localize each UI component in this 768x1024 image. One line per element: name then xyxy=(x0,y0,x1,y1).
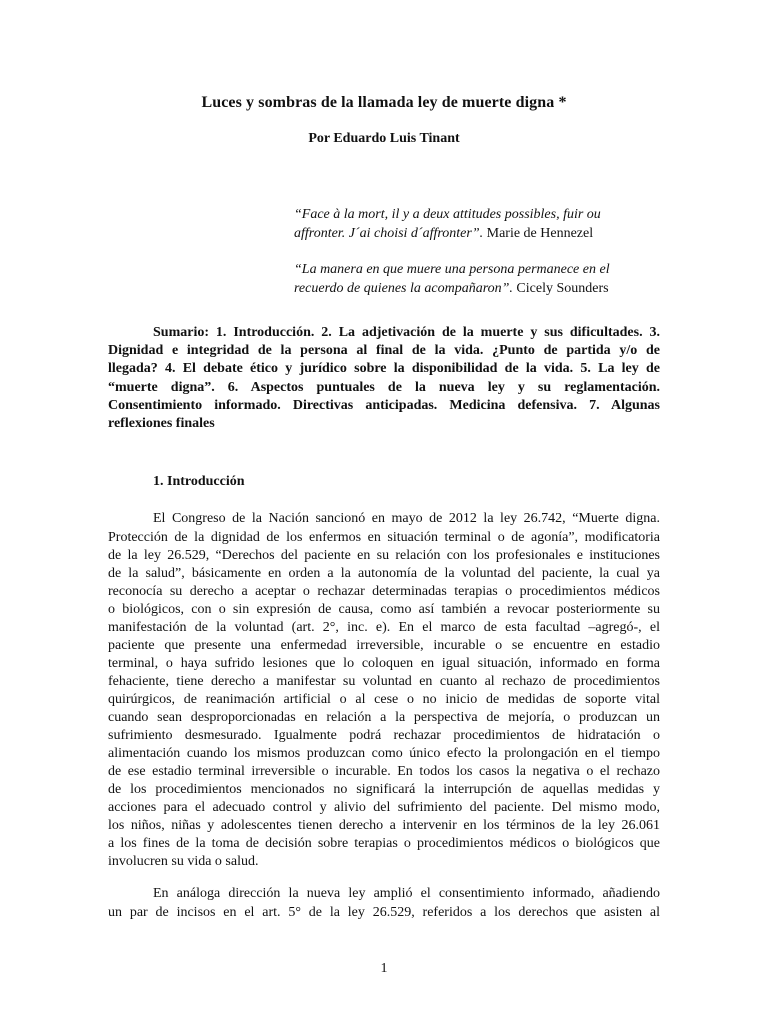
paragraph-line: o biológicos, con o sin expresión de causa, como así también a revocar posteriormente su xyxy=(108,602,660,617)
paragraph-line: fehaciente, tiene derecho a manifestar su voluntad en cuanto al rechazo de procedimientos xyxy=(108,674,660,689)
summary-line: Consentimiento informado. Directivas anticipadas. Medicina defensiva. 7. Algunas xyxy=(108,398,660,413)
summary-line: Dignidad e integridad de la persona al final de la vida. ¿Punto de partida y/o de xyxy=(108,343,660,358)
paragraph-line: un par de incisos en el art. 5° de la ley 26.529, referidos a los derechos que asisten al xyxy=(108,905,660,920)
paragraph-line: a los fines de la toma de decisión sobre terapias o procedimientos médicos o biológicos que xyxy=(108,836,660,851)
paragraph-line: manifestación de la voluntad (art. 2°, inc. e). En el marco de esta facultad –agregó-, el xyxy=(108,620,660,635)
epigraph-2-line-1: “La manera en que muere una persona permanece en el xyxy=(294,262,610,277)
summary-line: Sumario: 1. Introducción. 2. La adjetivación de la muerte y sus dificultades. 3. xyxy=(153,325,660,340)
paragraph-line: de los procedimientos mencionados no significará la interrupción de aquellas medidas y xyxy=(108,782,660,797)
epigraph-1-line-1: “Face à la mort, il y a deux attitudes possibles, fuir ou xyxy=(294,207,601,222)
summary-line: “muerte digna”. 6. Aspectos puntuales de la nueva ley y su reglamentación. xyxy=(108,380,660,395)
paragraph-line: terminal, o haya sufrido lesiones que lo coloquen en igual situación, informado en forma xyxy=(108,656,660,671)
paragraph-line: quirúrgicos, de reanimación artificial o al cese o no inicio de medidas de soporte vital xyxy=(108,692,660,707)
summary-line: llegada? 4. El debate ético y jurídico sobre la disponibilidad de la vida. 5. La ley de xyxy=(108,361,660,376)
paragraph-line: reconocía su derecho a aceptar o rechazar determinadas terapias o procedimientos médicos xyxy=(108,584,660,599)
document-author: Por Eduardo Luis Tinant xyxy=(308,131,460,146)
epigraph-2 xyxy=(294,260,664,298)
document-title: Luces y sombras de la llamada ley de muerte digna * xyxy=(201,94,567,111)
epigraph-1-author: Marie de Hennezel xyxy=(486,226,594,241)
page-number: 1 xyxy=(380,961,388,976)
paragraph-line: de ese estadio terminal irreversible o incurable. En todos los casos la negativa o el rechazo xyxy=(108,764,660,779)
epigraph-1 xyxy=(294,205,664,243)
summary-line: reflexiones finales xyxy=(108,416,215,431)
paragraph-line: los niños, niñas y adolescentes tienen derecho a intervenir en los términos de la ley 26.061 xyxy=(108,818,660,833)
section-heading-introduccion: 1. Introducción xyxy=(153,474,245,489)
paragraph-line: Protección de la dignidad de los enfermos en situación terminal o de agonía”, modificatoria xyxy=(108,530,660,545)
paragraph-line: de la salud”, básicamente en orden a la autonomía de la voluntad del paciente, la cual ya xyxy=(108,566,660,581)
paragraph-line: paciente que presente una enfermedad irreversible, incurable o se encuentre en estadio xyxy=(108,638,660,653)
paragraph-line: cuando sean desproporcionadas en relación a la perspectiva de mejoría, o produzcan un xyxy=(108,710,660,725)
epigraph-2-line-2: recuerdo de quienes la acompañaron”. xyxy=(294,281,513,296)
paragraph-line: sufrimiento desmesurado. Igualmente podrá rechazar procedimientos de hidratación o xyxy=(108,728,660,743)
paragraph-line: involucren su vida o salud. xyxy=(108,854,259,869)
paragraph-line: El Congreso de la Nación sancionó en mayo de 2012 la ley 26.742, “Muerte digna. xyxy=(153,511,660,526)
paragraph-line: En análoga dirección la nueva ley amplió el consentimiento informado, añadiendo xyxy=(153,886,660,901)
paragraph-line: de la ley 26.529, “Derechos del paciente en su relación con los profesionales e instituciones xyxy=(108,548,660,563)
paragraph-line: alimentación cuando los mismos produzcan como único efecto la prolongación en el tiempo xyxy=(108,746,660,761)
epigraph-1-line-2: affronter. J´ai choisi d´affronter”. xyxy=(294,226,484,241)
paragraph-line: acciones para el adecuado control y alivio del sufrimiento del paciente. Del mismo modo, xyxy=(108,800,660,815)
epigraph-2-author: Cicely Sounders xyxy=(516,281,609,296)
